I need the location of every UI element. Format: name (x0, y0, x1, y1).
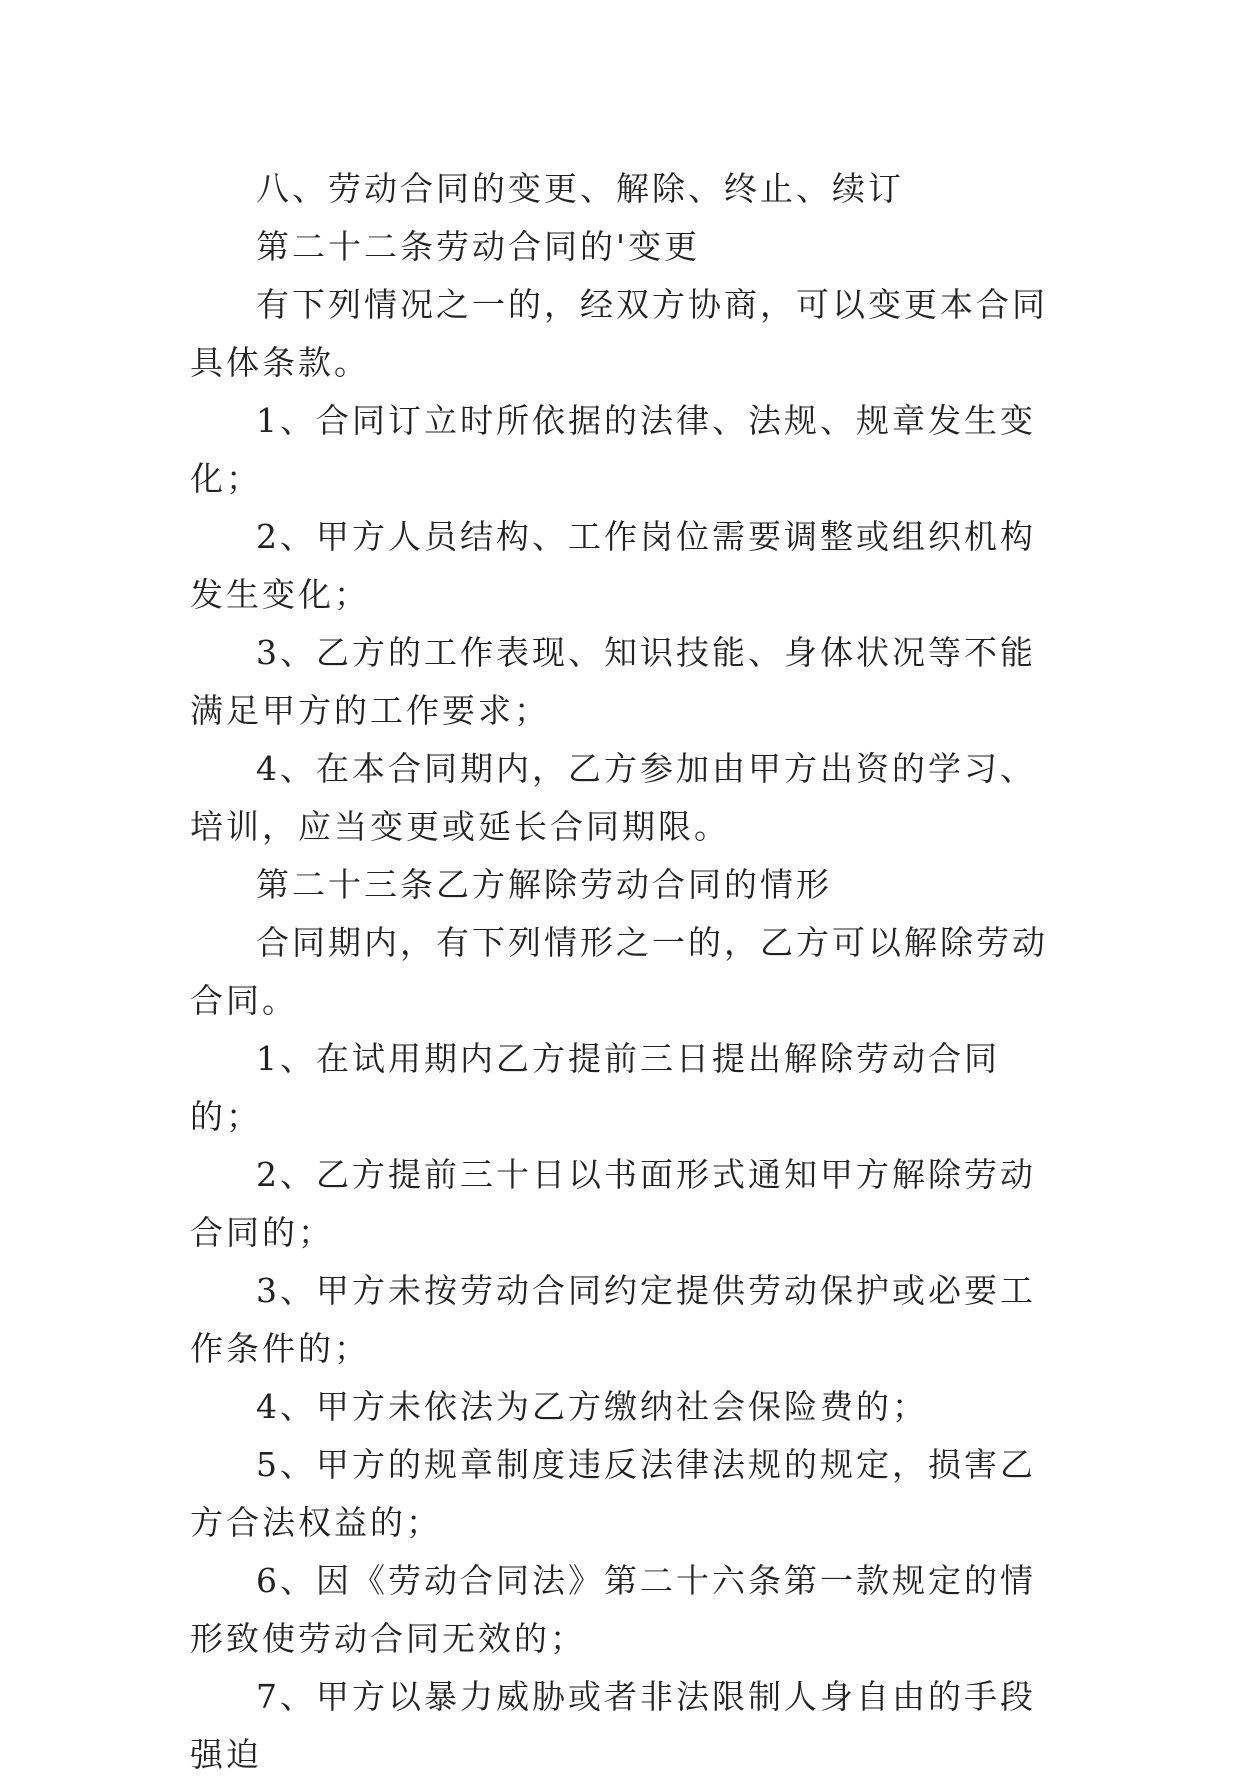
list-item: 4、在本合同期内，乙方参加由甲方出资的学习、培训，应当变更或延长合同期限。 (190, 749, 1036, 846)
section-heading: 八、劳动合同的变更、解除、终止、续订 (256, 169, 904, 208)
list-item: 7、甲方以暴力威胁或者非法限制人身自由的手段强迫 (190, 1677, 1036, 1774)
list-item: 5、甲方的规章制度违反法律法规的规定，损害乙方合法权益的； (190, 1445, 1036, 1542)
list-item: 3、甲方未按劳动合同约定提供劳动保护或必要工作条件的； (190, 1271, 1036, 1368)
list-item: 3、乙方的工作表现、知识技能、身体状况等不能满足甲方的工作要求； (190, 633, 1036, 730)
list-item: 2、甲方人员结构、工作岗位需要调整或组织机构发生变化； (190, 517, 1036, 614)
document-body (190, 160, 1050, 1784)
article-heading: 第二十二条劳动合同的'变更 (256, 227, 701, 266)
list-item: 1、在试用期内乙方提前三日提出解除劳动合同的； (190, 1039, 1000, 1136)
paragraph: 合同期内，有下列情形之一的，乙方可以解除劳动合同。 (190, 923, 1048, 1020)
list-item: 4、甲方未依法为乙方缴纳社会保险费的； (256, 1387, 928, 1426)
list-item: 2、乙方提前三十日以书面形式通知甲方解除劳动合同的； (190, 1155, 1036, 1252)
article-heading: 第二十三条乙方解除劳动合同的情形 (256, 865, 832, 904)
paragraph: 有下列情况之一的，经双方协商，可以变更本合同具体条款。 (190, 285, 1048, 382)
list-item: 1、合同订立时所依据的法律、法规、规章发生变化； (190, 401, 1036, 498)
list-item: 6、因《劳动合同法》第二十六条第一款规定的情形致使劳动合同无效的； (190, 1561, 1036, 1658)
